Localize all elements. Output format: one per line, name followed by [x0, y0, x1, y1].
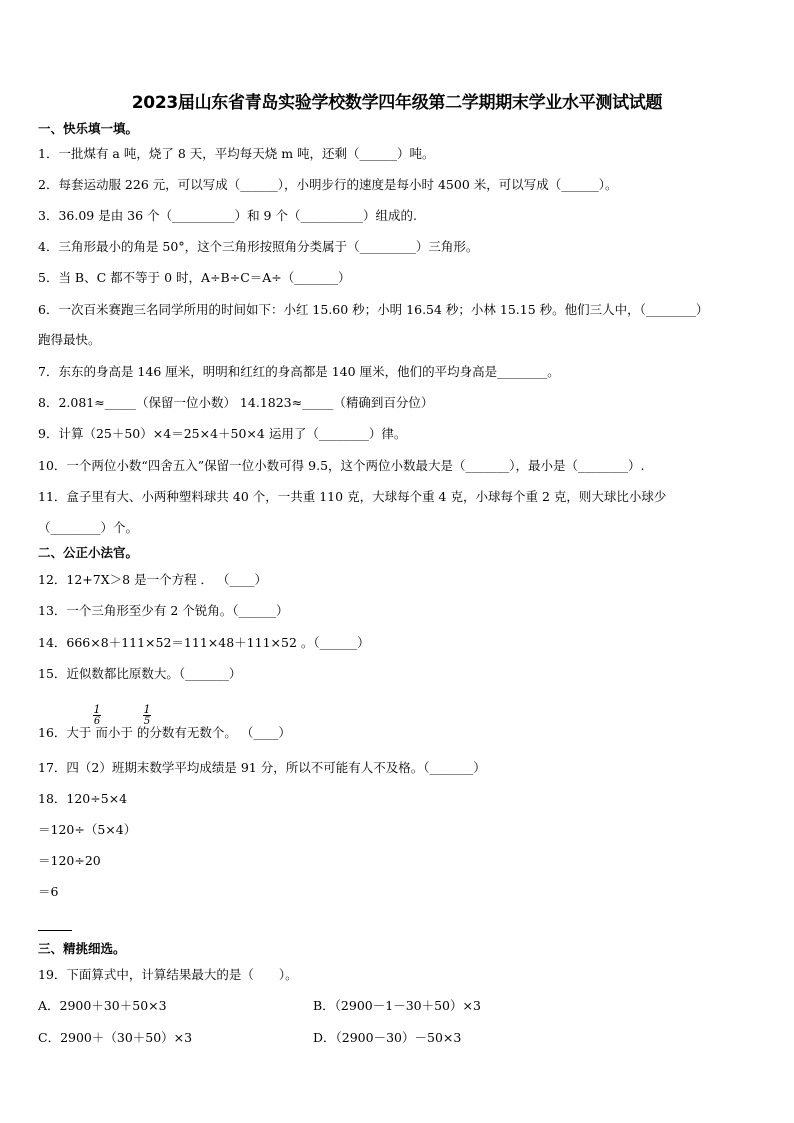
question-line: ＝120÷（5×4） [38, 822, 137, 837]
question-line: 5．当 B、C 都不等于 0 时，A÷B÷C＝A÷（_______） [38, 270, 351, 285]
answer-blank-line [38, 930, 72, 931]
question-line: （________）个。 [38, 520, 139, 535]
question-line: ＝6 [38, 884, 59, 899]
fraction-one-sixth [93, 704, 101, 727]
fraction-numerator: 1 [143, 703, 151, 716]
question-line: 11．盒子里有大、小两种塑料球共 40 个，一共重 110 克，大球每个重 4 克，小球每个重 2 克，则大球比小球少 [38, 489, 667, 504]
question-line: 19．下面算式中，计算结果最大的是（ ）。 [38, 967, 298, 982]
question-line: 1．一批煤有 a 吨，烧了 8 天，平均每天烧 m 吨，还剩（______）吨。 [38, 146, 435, 161]
page-title: 2023届山东省青岛实验学校数学四年级第二学期期末学业水平测试试题 [131, 93, 663, 113]
section-heading: 一、快乐填一填。 [38, 121, 139, 136]
section-heading: 三、精挑细选。 [38, 941, 126, 956]
question-line: 3．36.09 是由 36 个（__________）和 9 个（__________）组成的. [38, 208, 417, 223]
question-line: 6．一次百米赛跑三名同学所用的时间如下：小红 15.60 秒；小明 16.54 秒；小林 15.15 秒。他们三人中，（________） [38, 302, 709, 317]
fraction-denominator: 5 [143, 716, 151, 727]
fraction-numerator: 1 [93, 703, 101, 716]
question-line: 10．一个两位小数“四舍五入”保留一位小数可得 9.5，这个两位小数最大是（_______），最小是（________）. [38, 458, 645, 473]
section-heading: 二、公正小法官。 [38, 545, 139, 560]
question-line: 9．计算（25＋50）×4＝25×4＋50×4 运用了（________）律。 [38, 426, 407, 441]
question-line: 17．四（2）班期末数学平均成绩是 91 分，所以不可能有人不及格。（_______） [38, 760, 486, 775]
question-line: 12．12+7X＞8 是一个方程 ． （____） [38, 572, 268, 587]
fraction-one-fifth [143, 704, 151, 727]
question-line: 13．一个三角形至少有 2 个锐角。（______） [38, 603, 289, 618]
question-line: 15．近似数都比原数大。（_______） [38, 666, 242, 681]
option-a: A．2900＋30＋50×3 [38, 998, 167, 1013]
question-line: 跑得最快。 [38, 332, 101, 347]
question-line: 14．666×8＋111×52＝111×48＋111×52 。（______） [38, 635, 370, 650]
option-d: D．（2900－30）－50×3 [313, 1030, 462, 1045]
question-line: 7．东东的身高是 146 厘米，明明和红红的身高都是 140 厘米，他们的平均身高是________。 [38, 364, 560, 379]
option-b: B．（2900－1－30＋50）×3 [313, 998, 481, 1013]
question-line: ＝120÷20 [38, 853, 101, 868]
option-c: C．2900＋（30＋50）×3 [38, 1030, 193, 1045]
question-line: 8．2.081≈_____（保留一位小数） 14.1823≈_____（精确到百分位） [38, 395, 434, 410]
question-line: 16．大于 而小于 的分数有无数个。 （____） [38, 725, 291, 740]
fraction-denominator: 6 [93, 716, 101, 727]
question-line: 2．每套运动服 226 元，可以写成（______），小明步行的速度是每小时 4500 米，可以写成（______）。 [38, 177, 618, 192]
question-line: 4．三角形最小的角是 50°，这个三角形按照角分类属于（_________）三角形。 [38, 239, 479, 254]
question-line: 18．120÷5×4 [38, 791, 128, 806]
